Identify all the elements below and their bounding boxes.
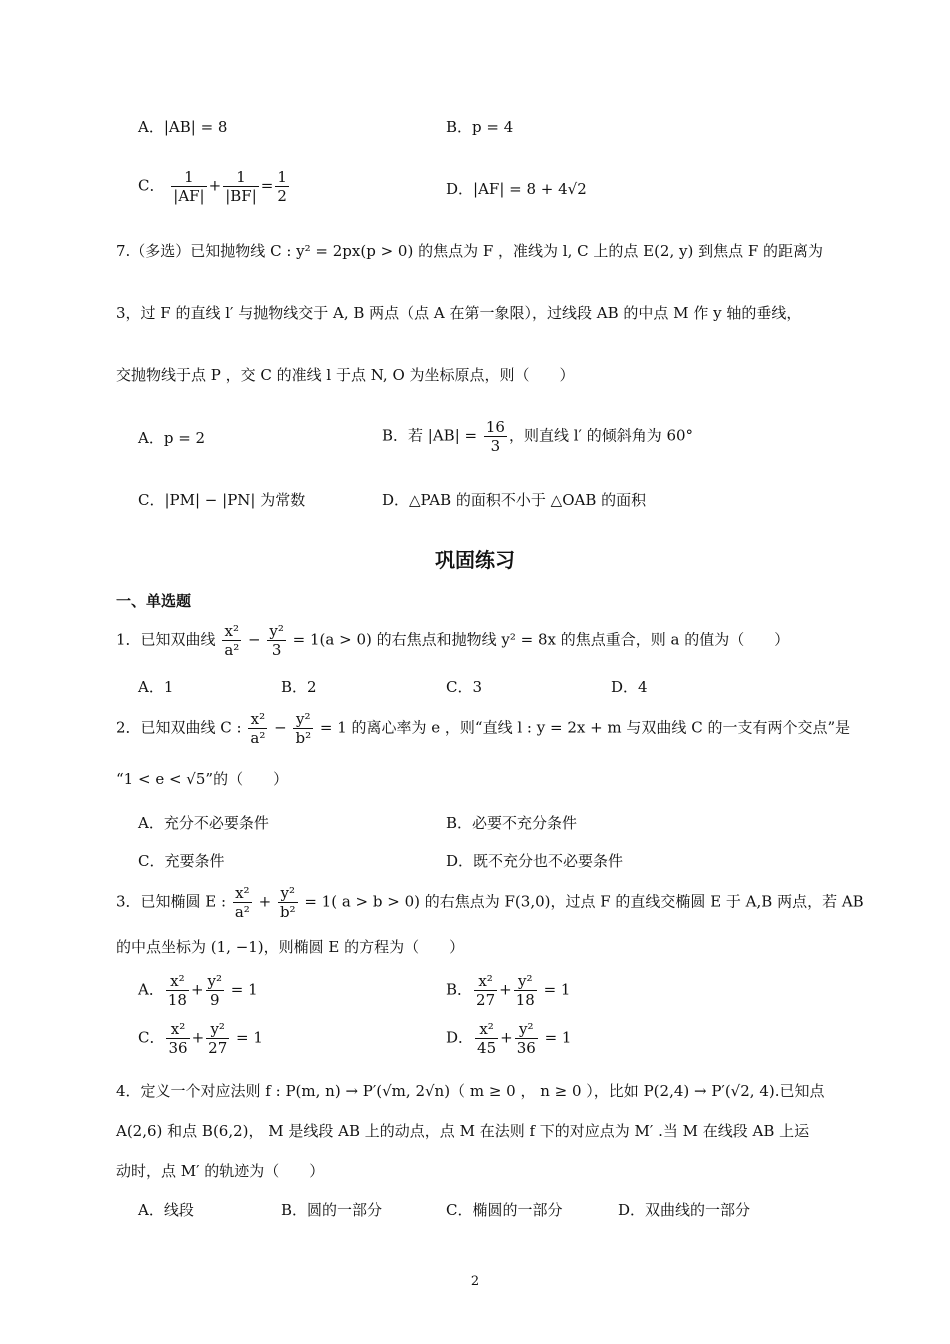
fraction: $\frac{\text{x²}}{27}$ bbox=[476, 972, 496, 1009]
option-a: A．|AB| = 8 bbox=[138, 118, 228, 136]
fraction: $\frac{\text{y²}}{9}$ bbox=[207, 972, 223, 1009]
q3-option-a: A． $\frac{\text{x²}}{18}$ + $\frac{\text{y²}}{9}$ = 1 bbox=[138, 972, 258, 1009]
fraction: $\frac{\text{y²}}{\text{b²}}$ bbox=[279, 884, 296, 921]
fraction: $\frac{\text{x²}}{45}$ bbox=[477, 1020, 497, 1057]
q4-option-a: A．线段 bbox=[138, 1201, 194, 1219]
fraction: $\frac{\text{y²}}{36}$ bbox=[516, 1020, 536, 1057]
option-b: B．p = 4 bbox=[446, 118, 514, 136]
q2-option-c: C．充要条件 bbox=[138, 852, 225, 870]
q1-option-d: D．4 bbox=[611, 678, 648, 696]
q4-line1: 4．定义一个对应法则 f : P(m, n) → P′(√m, 2√n)（ m ≥ 0 ， n ≥ 0 ），比如 P(2,4) → P′(√2, 4).已知点 bbox=[116, 1082, 825, 1100]
q2-option-b: B．必要不充分条件 bbox=[446, 814, 578, 832]
fraction: $\frac{16}{3}$ bbox=[485, 418, 505, 455]
q2-stem: 2．已知双曲线 C : $\frac{\text{x²}}{\text{a²}}$ − $\frac{\text{y²}}{\text{b²}}$ = 1 的离心率为 e ，则“直线 l : y = 2x + m 与双曲线 C 的一支有两个交点”是 bbox=[116, 710, 851, 747]
section-heading: 一、单选题 bbox=[116, 592, 192, 610]
fraction: $\frac{1}{|AF|}$ bbox=[173, 168, 205, 205]
q2-line2: “1 < e < √5”的（ ） bbox=[116, 770, 289, 788]
q2-option-a: A．充分不必要条件 bbox=[138, 814, 269, 832]
q2-option-d: D．既不充分也不必要条件 bbox=[446, 852, 624, 870]
q7-line3: 交抛物线于点 P ，交 C 的准线 l 于点 N, O 为坐标原点，则（ ） bbox=[116, 366, 575, 384]
option-c: C． $\frac{1}{|AF|}$ + $\frac{1}{|BF|}$ = $\frac{1}{2}$ bbox=[138, 168, 287, 205]
q1-option-c: C．3 bbox=[446, 678, 483, 696]
q3-line2: 的中点坐标为 (1, −1)，则椭圆 E 的方程为（ ） bbox=[116, 938, 465, 956]
q4-line3: 动时，点 M′ 的轨迹为（ ） bbox=[116, 1162, 325, 1180]
fraction: $\frac{\text{y²}}{18}$ bbox=[515, 972, 535, 1009]
option-d: D．|AF| = 8 + 4√2 bbox=[446, 180, 587, 198]
fraction: $\frac{1}{|BF|}$ bbox=[225, 168, 257, 205]
q7-option-c: C．|PM| − |PN| 为常数 bbox=[138, 491, 306, 509]
q7-option-b: B．若 |AB| = $\frac{16}{3}$ ，则直线 l′ 的倾斜角为 60° bbox=[382, 418, 694, 455]
fraction: $\frac{\text{x²}}{18}$ bbox=[167, 972, 187, 1009]
fraction: $\frac{\text{x²}}{36}$ bbox=[168, 1020, 188, 1057]
option-label: C． bbox=[138, 176, 165, 195]
fraction: $\frac{1}{2}$ bbox=[277, 168, 287, 205]
q1-stem: 1．已知双曲线 $\frac{\text{x²}}{\text{a²}}$ − $\frac{\text{y²}}{3}$ = 1(a > 0) 的右焦点和抛物线 y² = 8x 的焦点重合，则 a 的值为（ ） bbox=[116, 622, 790, 659]
page-number: 2 bbox=[470, 1274, 480, 1289]
fraction: $\frac{\text{y²}}{27}$ bbox=[208, 1020, 228, 1057]
q3-option-c: C． $\frac{\text{x²}}{36}$ + $\frac{\text{y²}}{27}$ = 1 bbox=[138, 1020, 263, 1057]
section-title: 巩固练习 bbox=[435, 548, 515, 572]
q3-option-b: B． $\frac{\text{x²}}{27}$ + $\frac{\text{y²}}{18}$ = 1 bbox=[446, 972, 571, 1009]
fraction: $\frac{\text{x²}}{\text{a²}}$ bbox=[250, 710, 266, 747]
q7-option-a: A．p = 2 bbox=[138, 429, 206, 447]
q1-option-b: B．2 bbox=[281, 678, 317, 696]
q7-line2: 3，过 F 的直线 l′ 与抛物线交于 A, B 两点（点 A 在第一象限），过线段 AB 的中点 M 作 y 轴的垂线， bbox=[116, 304, 802, 322]
q3-option-d: D． $\frac{\text{x²}}{45}$ + $\frac{\text{y²}}{36}$ = 1 bbox=[446, 1020, 572, 1057]
fraction: $\frac{\text{y²}}{3}$ bbox=[269, 622, 284, 659]
q4-line2: A(2,6) 和点 B(6,2)， M 是线段 AB 上的动点，点 M 在法则 f 下的对应点为 M′ .当 M 在线段 AB 上运 bbox=[116, 1122, 810, 1140]
q4-option-c: C．椭圆的一部分 bbox=[446, 1201, 563, 1219]
fraction: $\frac{\text{y²}}{\text{b²}}$ bbox=[295, 710, 312, 747]
fraction: $\frac{\text{x²}}{\text{a²}}$ bbox=[234, 884, 250, 921]
fraction: $\frac{\text{x²}}{\text{a²}}$ bbox=[224, 622, 240, 659]
q4-option-d: D．双曲线的一部分 bbox=[618, 1201, 751, 1219]
q4-option-b: B．圆的一部分 bbox=[281, 1201, 383, 1219]
q7-line1: 7.（多选）已知抛物线 C : y² = 2px(p > 0) 的焦点为 F ，准线为 l, C 上的点 E(2, y) 到焦点 F 的距离为 bbox=[116, 242, 824, 260]
q1-option-a: A．1 bbox=[138, 678, 174, 696]
q7-option-d: D．△PAB 的面积不小于 △OAB 的面积 bbox=[382, 491, 647, 509]
q3-stem: 3．已知椭圆 E : $\frac{\text{x²}}{\text{a²}}$ + $\frac{\text{y²}}{\text{b²}}$ = 1( a > b > 0) 的右焦点为 F(3,0)，过点 F 的直线交椭圆 E 于 A,B 两点，若 AB bbox=[116, 884, 864, 921]
